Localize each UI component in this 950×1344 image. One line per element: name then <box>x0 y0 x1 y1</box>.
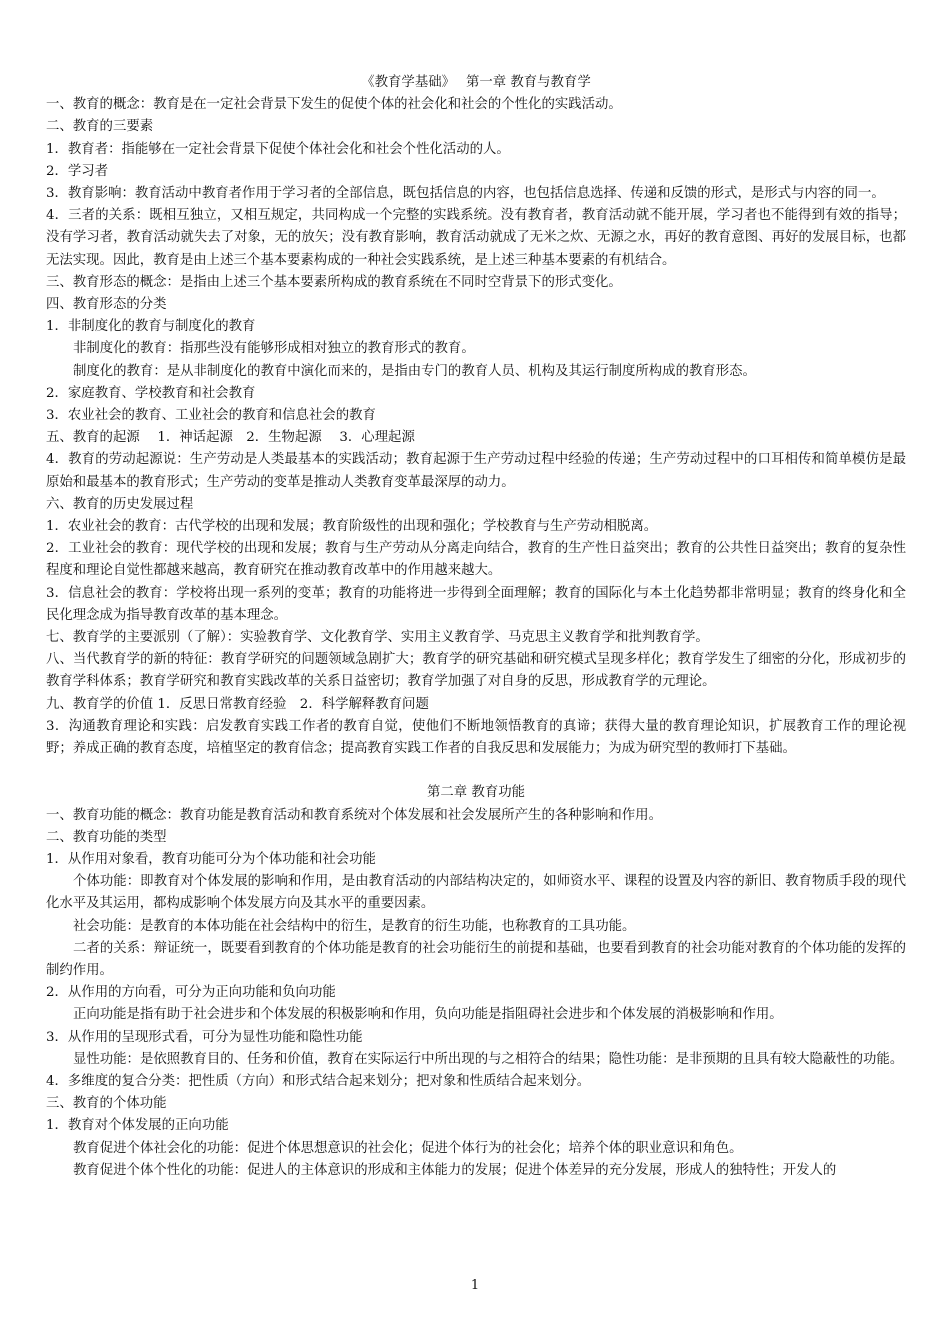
section-heading: 三、教育的个体功能 <box>46 1096 167 1112</box>
paragraph: 非制度化的教育：指那些没有能够形成相对独立的教育形式的教育。 <box>73 341 475 357</box>
section-heading: 五、教育的起源 1．神话起源 2．生物起源 3．心理起源 <box>46 430 415 446</box>
paragraph: 显性功能：是依照教育目的、任务和价值，教育在实际运行中所出现的与之相符合的结果；隐性功能：是非预期的且具有较大隐蔽性的功能。 <box>73 1051 904 1067</box>
paragraph: 1．从作用对象看，教育功能可分为个体功能和社会功能 <box>46 851 376 867</box>
paragraph: 一、教育的概念：教育是在一定社会背景下发生的促使个体的社会化和社会的个性化的实践活动。 <box>46 97 622 113</box>
paragraph: 4．三者的关系：既相互独立，又相互规定，共同构成一个完整的实践系统。没有教育者，教育活动就不能开展，学习者也不能得到有效的指导；没有学习者，教育活动就失去了对象，无的放矢；没有教育影响，教育活动就成了无米之炊、无源之水，再好的教育意图、再好的发展目标，也都无法实现。因此，教育是由上述三个基本要素构成的一种社会实践系统，是上述三种基本要素的有机结合。 <box>46 208 906 268</box>
paragraph: 1．教育者：指能够在一定社会背景下促使个体社会化和社会个性化活动的人。 <box>46 141 510 157</box>
paragraph: 个体功能：即教育对个体发展的影响和作用，是由教育活动的内部结构决定的，如师资水平、课程的设置及内容的新旧、教育物质手段的现代化水平及其运用，都构成影响个体发展方向及其水平的重要因素。 <box>46 874 906 912</box>
document-body <box>46 72 906 1182</box>
paragraph: 社会功能：是教育的本体功能在社会结构中的衍生，是教育的衍生功能，也称教育的工具功能。 <box>73 918 636 934</box>
chapter2-title: 第二章 教育功能 <box>427 785 525 801</box>
paragraph: 七、教育学的主要派别（了解）：实验教育学、文化教育学、实用主义教育学、马克思主义教育学和批判教育学。 <box>46 630 709 646</box>
paragraph: 一、教育功能的概念：教育功能是教育活动和教育系统对个体发展和社会发展所产生的各种影响和作用。 <box>46 807 662 823</box>
section-heading: 四、教育形态的分类 <box>46 297 167 313</box>
paragraph: 教育促进个体社会化的功能：促进个体思想意识的社会化；促进个体行为的社会化；培养个体的职业意识和角色。 <box>73 1140 743 1156</box>
section-heading: 二、教育功能的类型 <box>46 829 167 845</box>
paragraph: 2．家庭教育、学校教育和社会教育 <box>46 385 256 401</box>
section-heading: 六、教育的历史发展过程 <box>46 496 194 512</box>
chapter-spacer <box>46 760 906 782</box>
paragraph: 1．非制度化的教育与制度化的教育 <box>46 319 256 335</box>
paragraph: 1．教育对个体发展的正向功能 <box>46 1118 229 1134</box>
paragraph: 正向功能是指有助于社会进步和个体发展的积极影响和作用，负向功能是指阻碍社会进步和个体发展的消极影响和作用。 <box>73 1007 783 1023</box>
paragraph: 3．农业社会的教育、工业社会的教育和信息社会的教育 <box>46 408 376 424</box>
paragraph: 二者的关系：辩证统一，既要看到教育的个体功能是教育的社会功能衍生的前提和基础，也要看到教育的社会功能对教育的个体功能的发挥的制约作用。 <box>46 940 906 978</box>
paragraph: 2．学习者 <box>46 163 109 179</box>
paragraph: 3．沟通教育理论和实践：启发教育实践工作者的教育自觉，使他们不断地领悟教育的真谛；获得大量的教育理论知识，扩展教育工作的理论视野；养成正确的教育态度，培植坚定的教育信念；提高教育实践工作者的自我反思和发展能力；为成为研究型的教师打下基础。 <box>46 718 906 757</box>
page-number: 1 <box>470 1278 480 1293</box>
section-heading: 九、教育学的价值 1．反思日常教育经验 2．科学解释教育问题 <box>46 696 429 712</box>
paragraph: 2．工业社会的教育：现代学校的出现和发展；教育与生产劳动从分离走向结合，教育的生产性日益突出；教育的公共性日益突出；教育的复杂性程度和理论自觉性都越来越高，教育研究在推动教育改革中的作用越来越大。 <box>46 541 906 579</box>
paragraph: 教育促进个体个性化的功能：促进人的主体意识的形成和主体能力的发展；促进个体差异的充分发展，形成人的独特性；开发人的 <box>73 1162 837 1178</box>
paragraph: 1．农业社会的教育：古代学校的出现和发展；教育阶级性的出现和强化；学校教育与生产劳动相脱离。 <box>46 519 658 535</box>
paragraph: 3．信息社会的教育：学校将出现一系列的变革；教育的功能将进一步得到全面理解；教育的国际化与本土化趋势都非常明显；教育的终身化和全民化理念成为指导教育改革的基本理念。 <box>46 585 906 623</box>
paragraph: 制度化的教育：是从非制度化的教育中演化而来的，是指由专门的教育人员、机构及其运行制度所构成的教育形态。 <box>73 363 756 379</box>
chapter1-title: 《教育学基础》 第一章 教育与教育学 <box>361 75 591 90</box>
paragraph: 三、教育形态的概念：是指由上述三个基本要素所构成的教育系统在不同时空背景下的形式变化。 <box>46 274 622 290</box>
paragraph: 4．教育的劳动起源说：生产劳动是人类最基本的实践活动；教育起源于生产劳动过程中经验的传递；生产劳动过程中的口耳相传和简单模仿是最原始和最基本的教育形式；生产劳动的变革是推动人类教育变革最深厚的动力。 <box>46 452 906 490</box>
paragraph: 4．多维度的复合分类：把性质（方向）和形式结合起来划分；把对象和性质结合起来划分。 <box>46 1073 591 1089</box>
paragraph: 八、当代教育学的新的特征：教育学研究的问题领域急剧扩大；教育学的研究基础和研究模式呈现多样化；教育学发生了细密的分化，形成初步的教育学科体系；教育学研究和教育实践改革的关系日益密切；教育学加强了对自身的反思，形成教育学的元理论。 <box>46 652 906 690</box>
section-heading: 二、教育的三要素 <box>46 119 154 135</box>
paragraph: 3．教育影响：教育活动中教育者作用于学习者的全部信息，既包括信息的内容，也包括信息选择、传递和反馈的形式，是形式与内容的同一。 <box>46 186 885 202</box>
paragraph: 3．从作用的呈现形式看，可分为显性功能和隐性功能 <box>46 1029 363 1045</box>
paragraph: 2．从作用的方向看，可分为正向功能和负向功能 <box>46 985 336 1001</box>
